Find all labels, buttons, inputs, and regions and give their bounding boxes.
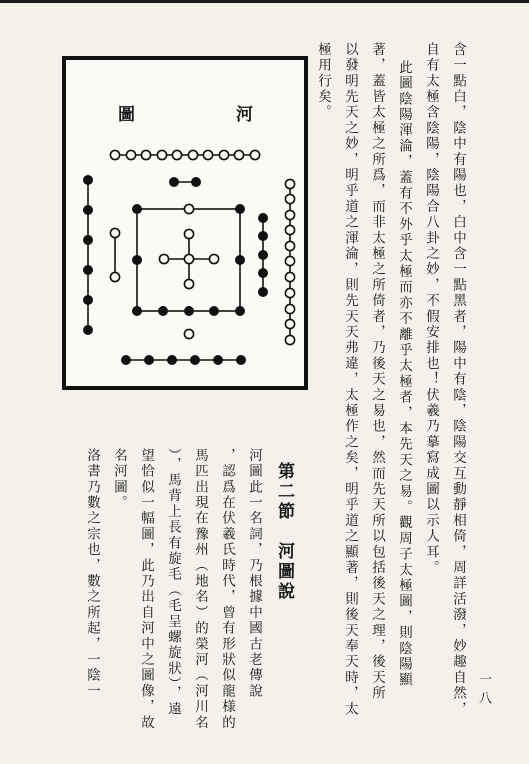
body-column-3: 馬匹出現在豫州（地名）的榮河（河川名 xyxy=(192,448,208,731)
text-column-1: 含一點白，陰中有陽也，白中含一點黑者，陽中有陰，陰陽交互動靜相倚，周詳活潑，妙趣自然， xyxy=(450,42,466,718)
diagram-title-right: 河 xyxy=(236,105,253,125)
diagram-title-left: 圖 xyxy=(118,105,135,125)
text-column-3: 此圖陰陽渾淪，蓋有不外乎太極而亦不離乎太極者，本先天之易。觀周子太極圖，則陰陽顯 xyxy=(396,60,412,688)
body-column-7: 洛書乃數之宗也，數之所起，一陰一 xyxy=(84,448,100,700)
text-column-2: 自有太極含陰陽，陰陽合八卦之妙，不假安排也！伏羲乃摹寫成圖以示人耳。 xyxy=(423,42,439,576)
section-title: 第二節 河圖說 xyxy=(274,462,294,602)
body-column-2: ，認爲在伏羲氏時代，曾有形狀似龍様的 xyxy=(219,448,235,731)
body-column-1: 河圖此一名詞，乃根據中國古老傳說 xyxy=(246,448,262,700)
text-column-5: 以發明先天之妙，明乎道之渾淪，則先天天弗違，太極作之矣，明乎道之顯著，則後天奉天時，太 xyxy=(342,42,358,718)
scan-edge xyxy=(0,0,529,3)
page-number: 一八 xyxy=(476,672,491,710)
hetu-diagram xyxy=(62,56,308,390)
body-column-6: 名河圖。 xyxy=(111,448,127,511)
hetu-dot-pattern xyxy=(66,60,304,386)
text-column-6: 極用行矣。 xyxy=(315,42,331,121)
body-column-4: ），馬背上長有旋毛（毛呈螺旋狀），遠 xyxy=(165,448,181,718)
body-column-5: 望恰似一幅圖，此乃出自河中之圖像，故 xyxy=(138,448,154,731)
text-column-4: 著，蓋皆太極之所爲，而非太極之所倚者，乃後天之易也，然而先天所以包括後天之理，後天所 xyxy=(369,42,385,702)
